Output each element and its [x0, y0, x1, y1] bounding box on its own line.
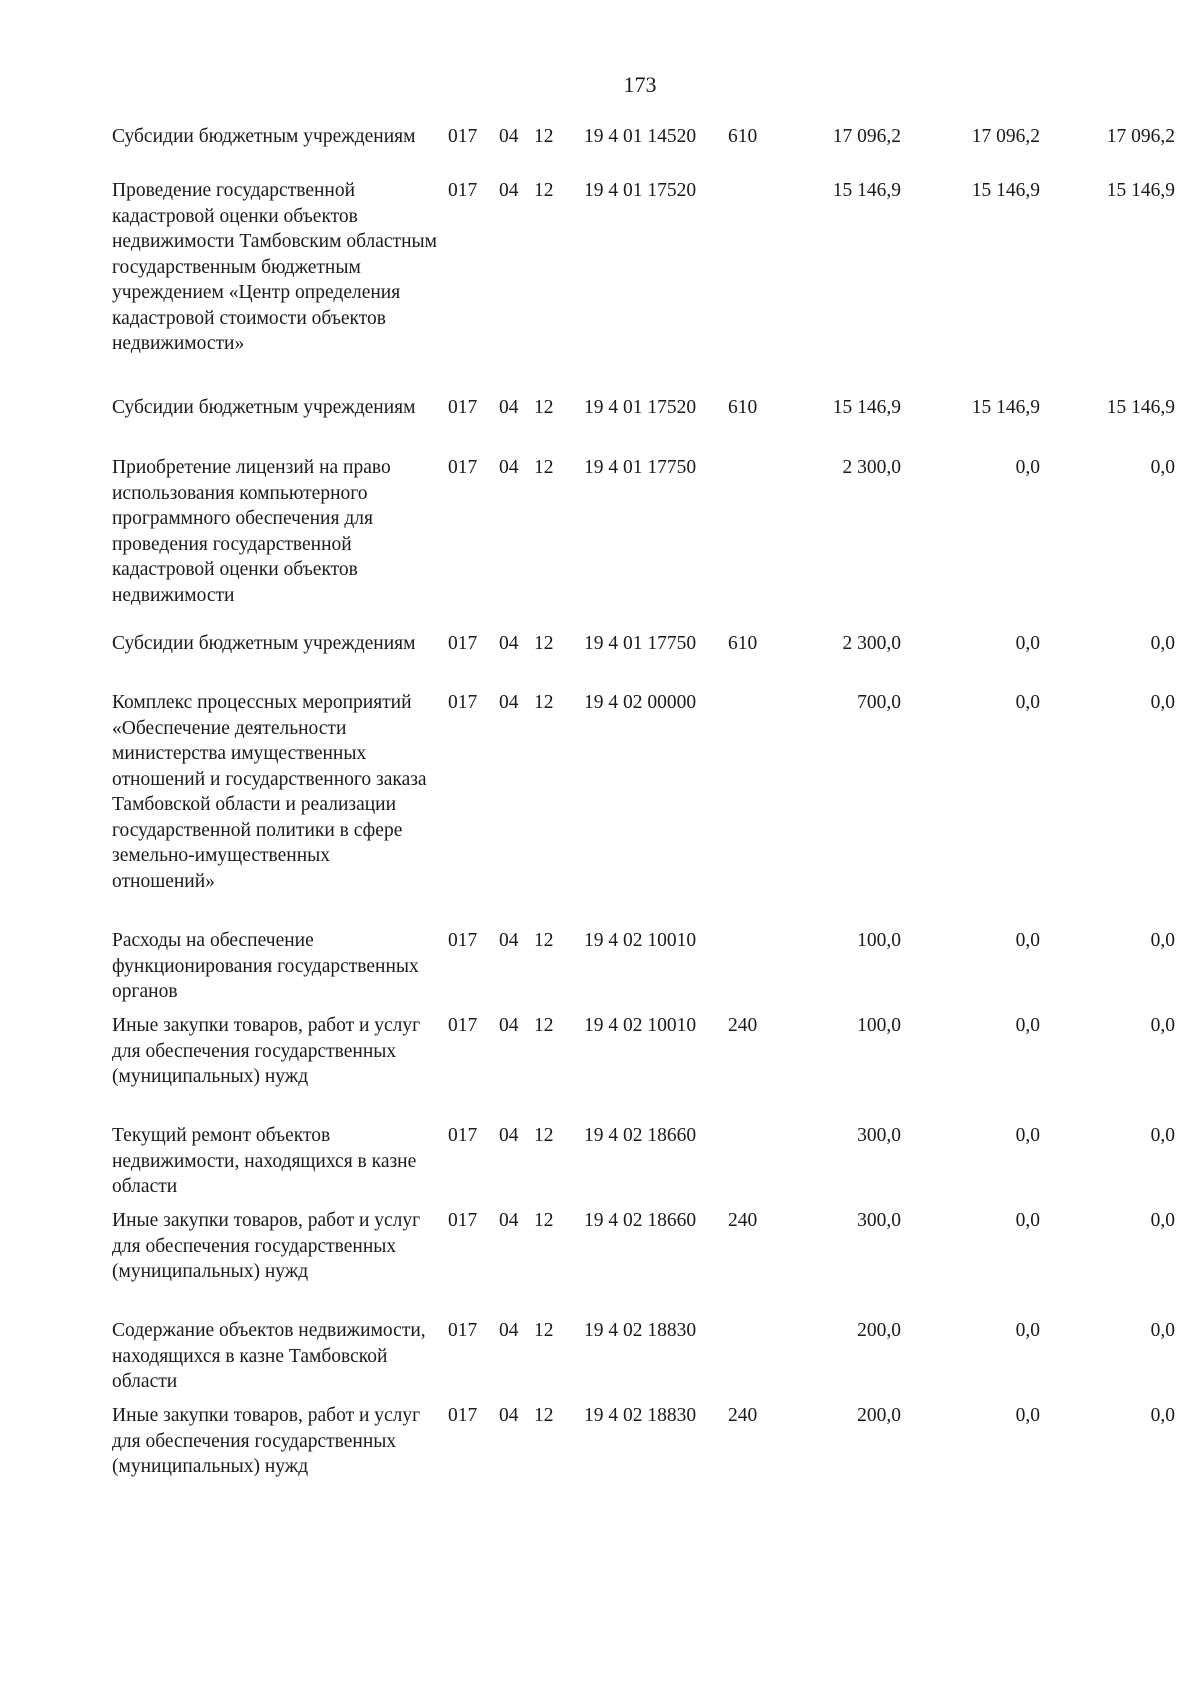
row-section-code: 04 — [499, 633, 519, 654]
row-sum-year-1: 2 300,0 — [842, 457, 901, 478]
row-sum-year-3: 0,0 — [1150, 692, 1175, 713]
row-name: Комплекс процессных мероприятий «Обеспечение деятельности министерства имущественных отношений и государственного заказа Тамбовской области и реализации государственной политики в сфере земельно-имущественных отношений» — [112, 692, 427, 892]
row-subsection-code: 12 — [534, 1210, 554, 1231]
row-target-article: 19 4 02 18660 — [584, 1210, 697, 1231]
row-subsection-code: 12 — [534, 1015, 554, 1036]
row-expense-type: 240 — [728, 1210, 758, 1231]
row-sum-year-3: 0,0 — [1150, 457, 1175, 478]
row-target-article: 19 4 02 18830 — [584, 1320, 697, 1341]
row-sum-year-3: 0,0 — [1150, 633, 1175, 654]
row-sum-year-1: 300,0 — [857, 1210, 901, 1231]
row-ministry-code: 017 — [448, 126, 478, 147]
row-section-code: 04 — [499, 1015, 519, 1036]
row-sum-year-1: 15 146,9 — [832, 180, 901, 201]
row-ministry-code: 017 — [448, 397, 478, 418]
row-expense-type: 610 — [728, 397, 758, 418]
row-sum-year-1: 100,0 — [857, 1015, 901, 1036]
row-sum-year-3: 17 096,2 — [1106, 126, 1175, 147]
row-subsection-code: 12 — [534, 397, 554, 418]
row-target-article: 19 4 02 00000 — [584, 692, 697, 713]
row-section-code: 04 — [499, 457, 519, 478]
row-target-article: 19 4 01 17750 — [584, 633, 697, 654]
row-sum-year-1: 700,0 — [857, 692, 901, 713]
row-section-code: 04 — [499, 1210, 519, 1231]
row-name: Текущий ремонт объектов недвижимости, находящихся в казне области — [112, 1125, 417, 1197]
row-sum-year-3: 0,0 — [1150, 1210, 1175, 1231]
row-sum-year-1: 300,0 — [857, 1125, 901, 1146]
row-target-article: 19 4 01 17520 — [584, 397, 697, 418]
row-ministry-code: 017 — [448, 633, 478, 654]
row-subsection-code: 12 — [534, 633, 554, 654]
row-sum-year-2: 0,0 — [1015, 1210, 1040, 1231]
row-ministry-code: 017 — [448, 692, 478, 713]
row-section-code: 04 — [499, 180, 519, 201]
row-ministry-code: 017 — [448, 1210, 478, 1231]
row-ministry-code: 017 — [448, 180, 478, 201]
row-name: Субсидии бюджетным учреждениям — [112, 633, 416, 654]
row-subsection-code: 12 — [534, 930, 554, 951]
row-expense-type: 240 — [728, 1015, 758, 1036]
row-ministry-code: 017 — [448, 1320, 478, 1341]
row-section-code: 04 — [499, 1405, 519, 1426]
row-target-article: 19 4 02 18830 — [584, 1405, 697, 1426]
row-sum-year-2: 17 096,2 — [971, 126, 1040, 147]
row-target-article: 19 4 01 17750 — [584, 457, 697, 478]
row-expense-type: 610 — [728, 633, 758, 654]
row-section-code: 04 — [499, 1320, 519, 1341]
row-name: Расходы на обеспечение функционирования государственных органов — [112, 930, 419, 1002]
row-subsection-code: 12 — [534, 180, 554, 201]
row-sum-year-1: 17 096,2 — [832, 126, 901, 147]
row-section-code: 04 — [499, 1125, 519, 1146]
row-name: Иные закупки товаров, работ и услуг для обеспечения государственных (муниципальных) нужд — [112, 1015, 421, 1087]
page-number: 173 — [623, 72, 657, 97]
row-sum-year-2: 0,0 — [1015, 692, 1040, 713]
row-subsection-code: 12 — [534, 126, 554, 147]
row-subsection-code: 12 — [534, 1125, 554, 1146]
row-name: Субсидии бюджетным учреждениям — [112, 126, 416, 147]
row-target-article: 19 4 01 17520 — [584, 180, 697, 201]
row-sum-year-3: 15 146,9 — [1106, 180, 1175, 201]
row-subsection-code: 12 — [534, 1320, 554, 1341]
row-sum-year-3: 15 146,9 — [1106, 397, 1175, 418]
row-sum-year-2: 0,0 — [1015, 930, 1040, 951]
row-target-article: 19 4 01 14520 — [584, 126, 697, 147]
row-sum-year-2: 0,0 — [1015, 633, 1040, 654]
row-sum-year-3: 0,0 — [1150, 1125, 1175, 1146]
row-name: Иные закупки товаров, работ и услуг для обеспечения государственных (муниципальных) нужд — [112, 1405, 421, 1477]
row-section-code: 04 — [499, 692, 519, 713]
row-expense-type: 610 — [728, 126, 758, 147]
row-subsection-code: 12 — [534, 692, 554, 713]
row-name: Субсидии бюджетным учреждениям — [112, 397, 416, 418]
row-sum-year-2: 0,0 — [1015, 457, 1040, 478]
row-sum-year-3: 0,0 — [1150, 1015, 1175, 1036]
row-name: Содержание объектов недвижимости, находящихся в казне Тамбовской области — [112, 1320, 426, 1392]
row-sum-year-3: 0,0 — [1150, 1405, 1175, 1426]
row-expense-type: 240 — [728, 1405, 758, 1426]
row-name: Проведение государственной кадастровой оценки объектов недвижимости Тамбовским областным государственным бюджетным учреждением «Центр определения кадастровой стоимости объектов недвижимости» — [112, 180, 437, 354]
row-subsection-code: 12 — [534, 457, 554, 478]
row-section-code: 04 — [499, 126, 519, 147]
row-sum-year-2: 0,0 — [1015, 1320, 1040, 1341]
row-sum-year-1: 100,0 — [857, 930, 901, 951]
row-section-code: 04 — [499, 930, 519, 951]
row-ministry-code: 017 — [448, 457, 478, 478]
row-name: Приобретение лицензий на право использования компьютерного программного обеспечения для проведения государственной кадастровой оценки объектов недвижимости — [112, 457, 391, 606]
row-target-article: 19 4 02 18660 — [584, 1125, 697, 1146]
row-name: Иные закупки товаров, работ и услуг для обеспечения государственных (муниципальных) нужд — [112, 1210, 421, 1282]
row-ministry-code: 017 — [448, 1405, 478, 1426]
row-sum-year-2: 0,0 — [1015, 1405, 1040, 1426]
row-sum-year-2: 0,0 — [1015, 1125, 1040, 1146]
row-sum-year-1: 200,0 — [857, 1405, 901, 1426]
row-sum-year-2: 15 146,9 — [971, 180, 1040, 201]
row-target-article: 19 4 02 10010 — [584, 1015, 697, 1036]
row-sum-year-2: 15 146,9 — [971, 397, 1040, 418]
row-sum-year-1: 200,0 — [857, 1320, 901, 1341]
row-section-code: 04 — [499, 397, 519, 418]
row-ministry-code: 017 — [448, 1125, 478, 1146]
row-ministry-code: 017 — [448, 930, 478, 951]
row-sum-year-1: 15 146,9 — [832, 397, 901, 418]
row-sum-year-1: 2 300,0 — [842, 633, 901, 654]
row-sum-year-3: 0,0 — [1150, 930, 1175, 951]
row-ministry-code: 017 — [448, 1015, 478, 1036]
row-sum-year-2: 0,0 — [1015, 1015, 1040, 1036]
row-subsection-code: 12 — [534, 1405, 554, 1426]
row-sum-year-3: 0,0 — [1150, 1320, 1175, 1341]
row-target-article: 19 4 02 10010 — [584, 930, 697, 951]
